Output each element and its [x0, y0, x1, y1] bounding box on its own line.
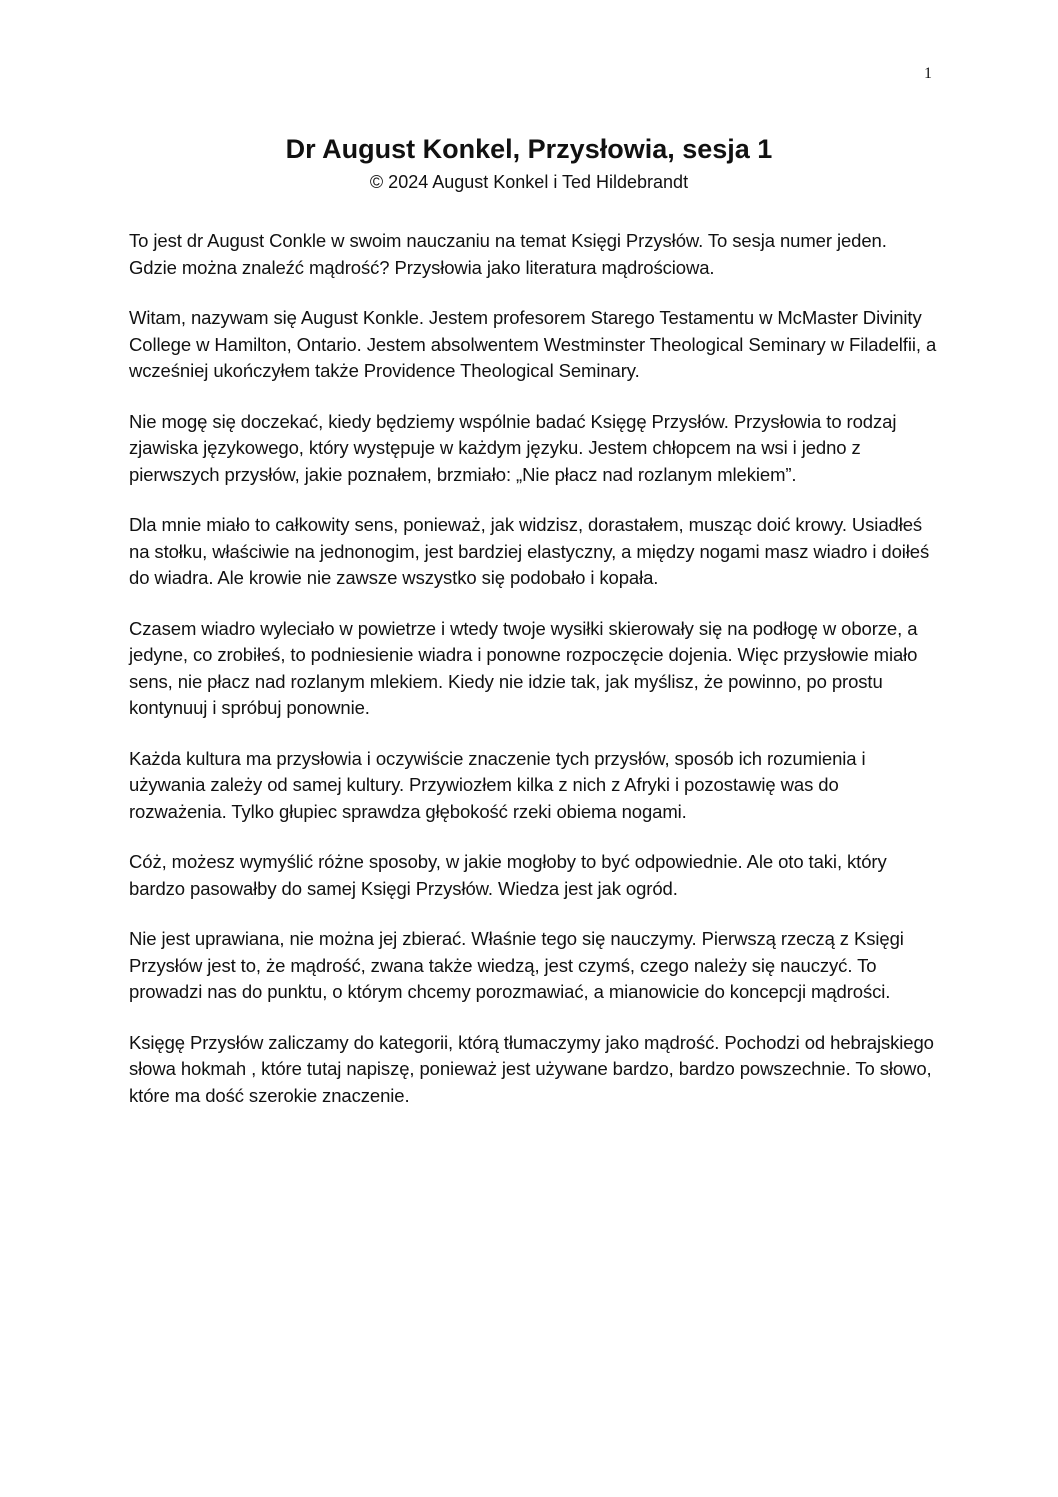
paragraph-6: Każda kultura ma przysłowia i oczywiście znaczenie tych przysłów, sposób ich rozumienia i używania zależy od samej kultury. Przywiozłem kilka z nich z Afryki i pozostawię was do rozważenia. Tylko głupiec sprawdza głębokość rzeki obiema nogami.: [129, 747, 866, 822]
paragraph-1: To jest dr August Conkle w swoim nauczaniu na temat Księgi Przysłów. To sesja numer jeden. Gdzie można znaleźć mądrość? Przysłowia jako literatura mądrościowa.: [129, 230, 887, 278]
document-body: [129, 228, 939, 1133]
copyright-line: © 2024 August Konkel i Ted Hildebrandt: [369, 172, 689, 192]
page-number: 1: [924, 65, 932, 82]
paragraph-8: Nie jest uprawiana, nie można jej zbierać. Właśnie tego się nauczymy. Pierwszą rzeczą z Księgi Przysłów jest to, że mądrość, zwana także wiedzą, jest czymś, czego należy się nauczyć. To prowadzi nas do punktu, o którym chcemy porozmawiać, a mianowicie do koncepcji mądrości.: [129, 928, 904, 1002]
paragraph-2: Witam, nazywam się August Konkle. Jestem profesorem Starego Testamentu w McMaster Divinity College w Hamilton, Ontario. Jestem absolwentem Westminster Theological Seminary w Filadelfii, a wcześniej ukończyłem także Providence Theological Seminary.: [129, 307, 937, 381]
paragraph-9: Księgę Przysłów zaliczamy do kategorii, którą tłumaczymy jako mądrość. Pochodzi od hebrajskiego słowa hokmah , które tutaj napiszę, ponieważ jest używane bardzo, bardzo powszechnie. To słowo, które ma dość szerokie znaczenie.: [129, 1031, 934, 1106]
paragraph-5: Czasem wiadro wyleciało w powietrze i wtedy twoje wysiłki skierowały się na podłogę w oborze, a jedyne, co zrobiłeś, to podniesienie wiadra i ponowne rozpoczęcie dojenia. Więc przysłowie miało sens, nie płacz nad rozlanym mlekiem. Kiedy nie idzie tak, jak myślisz, że powinno, po prostu kontynuuj i spróbuj ponownie.: [129, 617, 918, 718]
paragraph-3: Nie mogę się doczekać, kiedy będziemy wspólnie badać Księgę Przysłów. Przysłowia to rodzaj zjawiska językowego, który występuje w każdym języku. Jestem chłopcem na wsi i jedno z pierwszych przysłów, jakie poznałem, brzmiało: „Nie płacz nad rozlanym mlekiem”.: [129, 410, 897, 485]
document-title: Dr August Konkel, Przysłowia, sesja 1: [285, 134, 773, 164]
paragraph-4: Dla mnie miało to całkowity sens, ponieważ, jak widzisz, dorastałem, musząc doić krowy. Usiadłeś na stołku, właściwie na jednonogim, jest bardziej elastyczny, a między nogami masz wiadro i doiłeś do wiadra. Ale krowie nie zawsze wszystko się podobało i kopała.: [129, 514, 930, 588]
paragraph-7: Cóż, możesz wymyślić różne sposoby, w jakie mogłoby to być odpowiednie. Ale oto taki, który bardzo pasowałby do samej Księgi Przysłów. Wiedza jest jak ogród.: [129, 851, 887, 899]
